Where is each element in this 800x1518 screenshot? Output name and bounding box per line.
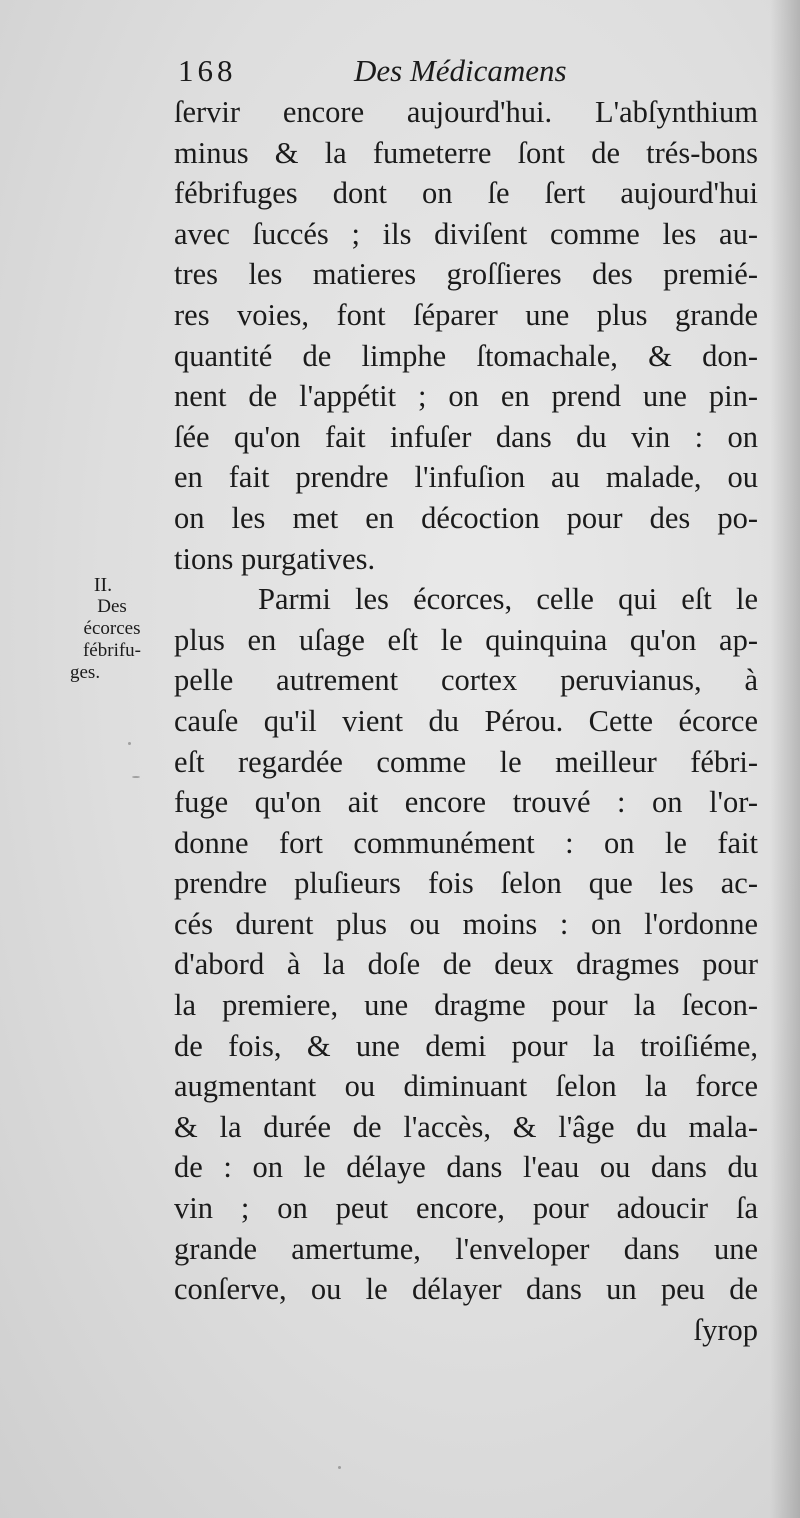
text-line: tions purgatives. — [174, 541, 376, 576]
paper-speck — [338, 1466, 341, 1469]
text-line: minus & la fumeterre ſont de trés-bons — [174, 135, 758, 170]
margin-note-line: Des — [97, 596, 127, 617]
margin-note-line: écorces — [83, 618, 141, 639]
text-line: cauſe qu'il vient du Pérou. Cette écorce — [174, 703, 758, 738]
text-line: ſervir encore aujourd'hui. L'abſynthium — [174, 95, 758, 129]
text-line: & la durée de l'accès, & l'âge du mala- — [174, 1109, 758, 1144]
text-line: donne fort communément : on le fait — [174, 825, 758, 860]
catchword: ſyrop — [693, 1312, 758, 1347]
text-line: nent de l'appétit ; on en prend une pin- — [174, 379, 758, 414]
text-line: plus en uſage eſt le quinquina qu'on ap- — [174, 622, 758, 657]
text-line: eſt regardée comme le meilleur fébri- — [174, 744, 758, 779]
page-number: 168 — [178, 53, 237, 88]
text-line: fébrifuges dont on ſe ſert aujourd'hui — [174, 176, 758, 211]
margin-note — [62, 574, 162, 684]
text-line: res voies, font ſéparer une plus grande — [174, 297, 758, 332]
text-line: en fait prendre l'infuſion au malade, ou — [174, 460, 758, 495]
margin-note-line: fébrifu- — [82, 640, 142, 661]
paper-speck — [132, 776, 140, 778]
text-line: la premiere, une dragme pour la ſecon- — [174, 988, 758, 1023]
paper-speck — [128, 742, 131, 745]
margin-note-number: II. — [93, 574, 113, 596]
page-edge-shadow — [770, 0, 800, 1518]
text-line: Parmi les écorces, celle qui eſt le — [258, 582, 758, 617]
text-line: tres les matieres groſſieres des premié- — [174, 257, 758, 292]
text-line: on les met en décoction pour des po- — [174, 500, 758, 535]
text-line: augmentant ou diminuant ſelon la force — [174, 1069, 758, 1104]
text-line: grande amertume, l'enveloper dans une — [174, 1231, 758, 1266]
text-line: conſerve, ou le délayer dans un peu de — [174, 1272, 758, 1307]
text-line: de fois, & une demi pour la troiſiéme, — [174, 1028, 758, 1063]
margin-note-line: ges. — [70, 662, 101, 683]
text-line: d'abord à la doſe de deux dragmes pour — [174, 947, 758, 982]
text-line: ſée qu'on fait infuſer dans du vin : on — [174, 419, 758, 454]
text-line: quantité de limphe ſtomachale, & don- — [174, 338, 758, 373]
text-line: pelle autrement cortex peruvianus, à — [174, 663, 758, 698]
running-title: Des Médicamens — [354, 53, 567, 88]
text-line: vin ; on peut encore, pour adoucir ſa — [174, 1191, 758, 1226]
text-line: avec ſuccés ; ils diviſent comme les au- — [174, 216, 758, 251]
text-line: cés durent plus ou moins : on l'ordonne — [174, 906, 758, 941]
text-line: prendre pluſieurs fois ſelon que les ac- — [174, 866, 758, 901]
page-header — [178, 48, 758, 94]
text-line: de : on le délaye dans l'eau ou dans du — [174, 1150, 758, 1185]
text-line: fuge qu'on ait encore trouvé : on l'or- — [174, 785, 758, 820]
body-text — [174, 92, 758, 1350]
